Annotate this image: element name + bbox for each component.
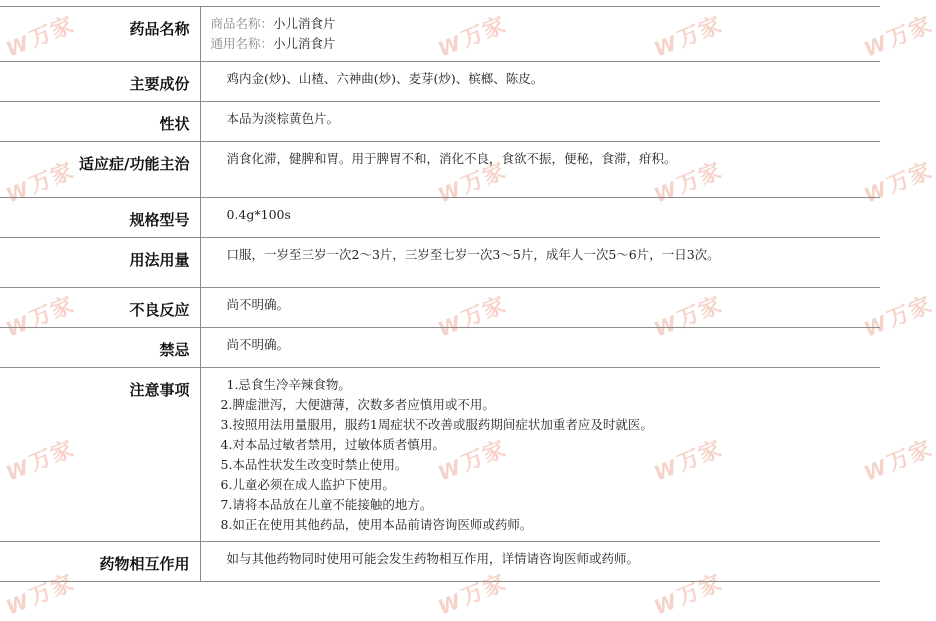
watermark-logo: W万家 bbox=[434, 292, 510, 342]
watermark-logo: W万家 bbox=[860, 12, 936, 62]
watermark-logo: W万家 bbox=[2, 158, 78, 208]
watermark-logo: W万家 bbox=[650, 570, 726, 620]
label-drug-name: 药品名称 bbox=[0, 7, 200, 62]
value-dosage: 口服，一岁至三岁一次2～3片，三岁至七岁一次3～5片，成年人一次5～6片，一日3次。 bbox=[200, 238, 880, 288]
watermark-logo: W万家 bbox=[2, 292, 78, 342]
precaution-item: 7.请将本品放在儿童不能接触的地方。 bbox=[220, 497, 433, 512]
generic-name-value: 小儿消食片 bbox=[273, 36, 336, 51]
value-drug-name bbox=[200, 7, 880, 62]
watermark-logo: W万家 bbox=[434, 436, 510, 486]
value-indications: 消食化滞，健脾和胃。用于脾胃不和，消化不良，食欲不振，便秘，食滞，疳积。 bbox=[200, 142, 880, 198]
precaution-item: 6.儿童必须在成人监护下使用。 bbox=[220, 477, 395, 492]
label-contraindications: 禁忌 bbox=[0, 328, 200, 368]
row-indications bbox=[0, 142, 880, 198]
row-dosage bbox=[0, 238, 880, 288]
row-spec bbox=[0, 198, 880, 238]
precaution-item: 8.如正在使用其他药品，使用本品前请咨询医师或药师。 bbox=[220, 517, 533, 532]
label-indications: 适应症/功能主治 bbox=[0, 142, 200, 198]
value-interactions: 如与其他药物同时使用可能会发生药物相互作用，详情请咨询医师或药师。 bbox=[200, 542, 880, 582]
watermark-logo: W万家 bbox=[650, 436, 726, 486]
trade-name-prefix: 商品名称： bbox=[210, 16, 274, 31]
precaution-item: 4.对本品过敏者禁用，过敏体质者慎用。 bbox=[220, 437, 445, 452]
value-appearance: 本品为淡棕黄色片。 bbox=[200, 102, 880, 142]
precaution-item: 1.忌食生冷辛辣食物。 bbox=[226, 377, 351, 392]
precaution-item: 2.脾虚泄泻，大便溏薄，次数多者应慎用或不用。 bbox=[220, 397, 495, 412]
precaution-item: 5.本品性状发生改变时禁止使用。 bbox=[220, 457, 408, 472]
drug-info-table bbox=[0, 6, 880, 582]
label-precautions: 注意事项 bbox=[0, 368, 200, 542]
watermark-logo: W万家 bbox=[2, 570, 78, 620]
label-spec: 规格型号 bbox=[0, 198, 200, 238]
value-ingredients: 鸡内金(炒)、山楂、六神曲(炒)、麦芽(炒)、槟榔、陈皮。 bbox=[200, 62, 880, 102]
watermark-logo: W万家 bbox=[434, 12, 510, 62]
watermark-logo: W万家 bbox=[650, 158, 726, 208]
row-appearance bbox=[0, 102, 880, 142]
label-ingredients: 主要成份 bbox=[0, 62, 200, 102]
row-ingredients bbox=[0, 62, 880, 102]
generic-name-prefix: 通用名称： bbox=[210, 36, 274, 51]
value-contraindications: 尚不明确。 bbox=[200, 328, 880, 368]
watermark-logo: W万家 bbox=[2, 12, 78, 62]
label-appearance: 性状 bbox=[0, 102, 200, 142]
watermark-logo: W万家 bbox=[860, 436, 936, 486]
label-dosage: 用法用量 bbox=[0, 238, 200, 288]
watermark-logo: W万家 bbox=[434, 158, 510, 208]
watermark-logo: W万家 bbox=[2, 436, 78, 486]
row-drug-name bbox=[0, 7, 880, 62]
row-contraindications bbox=[0, 328, 880, 368]
watermark-logo: W万家 bbox=[434, 570, 510, 620]
value-precautions bbox=[200, 368, 880, 542]
value-adverse-reactions: 尚不明确。 bbox=[200, 288, 880, 328]
precaution-item: 3.按照用法用量服用，服药1周症状不改善或服药期间症状加重者应及时就医。 bbox=[220, 417, 653, 432]
row-adverse-reactions bbox=[0, 288, 880, 328]
watermark-logo: W万家 bbox=[650, 12, 726, 62]
trade-name-value: 小儿消食片 bbox=[273, 16, 336, 31]
label-interactions: 药物相互作用 bbox=[0, 542, 200, 582]
watermark-logo: W万家 bbox=[860, 292, 936, 342]
watermark-logo: W万家 bbox=[650, 292, 726, 342]
row-interactions bbox=[0, 542, 880, 582]
value-spec: 0.4g*100s bbox=[200, 198, 880, 238]
row-precautions bbox=[0, 368, 880, 542]
label-adverse-reactions: 不良反应 bbox=[0, 288, 200, 328]
watermark-logo: W万家 bbox=[860, 158, 936, 208]
